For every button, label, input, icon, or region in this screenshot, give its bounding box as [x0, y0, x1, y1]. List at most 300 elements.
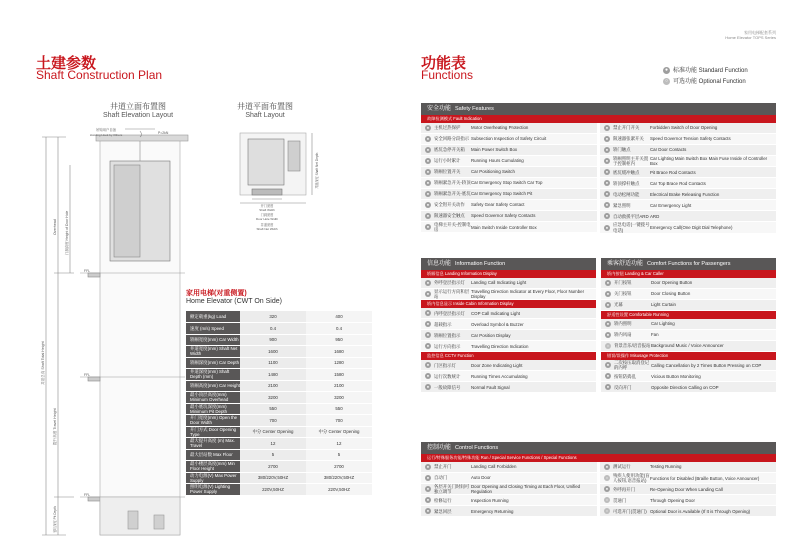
series-line-1: 家用电梯配套系列	[744, 30, 776, 35]
optional-icon: ○	[664, 77, 669, 84]
function-name-en: Landing Call Indicating Light	[471, 280, 527, 286]
spec-row	[186, 484, 372, 496]
spec-key: 最大提升高度 (m) Max. Travel	[186, 438, 240, 450]
function-name-cn: ● 检修运行	[426, 497, 452, 503]
shaft-title-en: Shaft Layout	[245, 112, 285, 119]
spec-row	[186, 357, 372, 369]
function-name-en: Door Opening and Closing Timing at Each Floor, Unified Regulation	[471, 484, 581, 495]
functions-title-cn: 功能表	[421, 55, 467, 72]
standard-icon: ●	[426, 202, 430, 207]
function-name-en: Car Position Display	[471, 332, 511, 338]
function-row	[600, 134, 776, 145]
function-name-en: Car Emergency Stop Switch Car Top	[471, 180, 543, 186]
function-row	[421, 495, 597, 506]
function-row	[601, 319, 776, 330]
spec-key: 开门方式 Door Opening Type	[186, 426, 240, 438]
info-sub-1: 轿厢信息 Landing Information Display	[421, 270, 596, 278]
spec-value-320: 中分 Center Opening	[240, 426, 306, 438]
optional-icon: ○	[605, 508, 609, 514]
plan-shaft-width-label-en: Shaft Net Width	[256, 227, 278, 231]
function-name-en: Safety Gear Safety Contact	[471, 202, 525, 208]
function-name-cn: ● 紧急照明	[605, 202, 631, 208]
function-name-en: Main Power Switch Box	[471, 147, 518, 153]
function-row	[421, 123, 597, 134]
standard-icon: ●	[426, 486, 430, 492]
function-name-cn: ● 反向开门	[606, 384, 632, 390]
spec-row	[186, 311, 372, 323]
function-name-cn: ● 运行小时累计	[426, 158, 461, 164]
control-list-left	[421, 462, 597, 517]
function-row	[600, 200, 776, 211]
standard-icon: ●	[605, 136, 609, 141]
plan-door-width-label-en: Shaft Width	[259, 208, 275, 212]
function-name-cn: ● 运行次数统计	[426, 373, 461, 379]
function-name-cn: ● 外呼再开门	[605, 486, 635, 492]
spec-value-400: 0.4	[306, 323, 372, 335]
spec-value-400: 3200	[306, 392, 372, 404]
function-name-en: Functions for Disabled (Braille Button, Voice Announcer)	[650, 475, 760, 481]
ffl-label-3: FFL	[84, 493, 91, 497]
function-row	[421, 200, 597, 211]
standard-icon: ●	[606, 332, 610, 337]
standard-icon: ●	[426, 125, 430, 130]
function-row	[421, 178, 597, 189]
function-name-en: Travelling Direction Indication	[471, 343, 529, 349]
function-name-en: Running Times Accumulating	[471, 373, 528, 379]
functions-title-en: Functions	[421, 68, 474, 82]
spec-value-320: 320	[240, 311, 306, 323]
comfort-list-2	[601, 319, 776, 352]
load-label: P=2kN	[158, 131, 169, 135]
spec-table	[186, 311, 372, 496]
spec-row	[186, 449, 372, 461]
spec-value-320: 1600	[240, 346, 306, 358]
function-row	[421, 473, 597, 484]
standard-icon: ●	[605, 213, 609, 219]
function-name-cn: ● 轿内风扇	[606, 332, 632, 338]
function-name-cn: ● 轿厢紧急开关-轿顶	[426, 180, 471, 186]
spec-row	[186, 426, 372, 438]
plan-shaft-depth-label: 井道深度 Shaft Net Depth	[315, 152, 319, 189]
spec-key: 最小顶层高度(mm) Minimum Overhead	[186, 392, 240, 404]
function-name-en: Optional Door is Available (If It is Through Opening)	[650, 508, 751, 514]
comfort-sub-3: 错误/误操作 Misusage Protection	[601, 352, 776, 360]
function-row	[600, 145, 776, 156]
function-name-en: Pit Brace Rod Contacts	[650, 169, 696, 175]
spec-row	[186, 392, 372, 404]
spec-row	[186, 334, 372, 346]
function-row	[600, 462, 776, 473]
function-name-cn: ● 门区指示灯	[426, 362, 456, 368]
spec-value-320: 2100	[240, 380, 306, 392]
function-name-cn: ● 轿厢紧急开关-底坑	[426, 191, 471, 197]
function-name-cn: ○ 可选开门(贯通门)	[605, 508, 647, 514]
function-name-en: Re-Opening Door When Landing Call	[650, 486, 723, 492]
function-name-cn: ● 轿厢位置开关	[426, 169, 461, 175]
spec-key: 轿厢深度(mm) Car Depth	[186, 357, 240, 369]
standard-icon: ●	[426, 280, 430, 285]
function-name-cn: ● 自动门	[426, 475, 448, 481]
series-line-2: Home Elevator TOPS Series	[725, 35, 776, 40]
standard-icon: ●	[606, 291, 610, 296]
safety-list-left	[421, 123, 597, 234]
standard-icon: ●	[426, 464, 430, 469]
spec-row	[186, 461, 372, 473]
function-name-en: ARD	[650, 213, 660, 219]
standard-icon: ●	[426, 508, 430, 514]
spec-key: 开门宽度(mm) Open the Door Width	[186, 415, 240, 427]
info-sub-3: 监控信息 CCTV Function	[421, 352, 596, 360]
standard-icon: ●	[426, 321, 430, 327]
function-name-cn: ● 按钮防捣乱	[606, 373, 636, 379]
function-name-cn: ● 外呼登层指示灯	[426, 280, 465, 286]
standard-icon: ●	[605, 224, 609, 230]
function-name-cn: ● 轿内照明	[606, 321, 632, 327]
function-name-cn: ● 二次按压取消登记的内呼	[606, 360, 650, 371]
function-name-cn: ● 各层开关门时间可独立调节	[426, 484, 470, 495]
spec-value-400: 700	[306, 415, 372, 427]
function-name-cn: ● 紧急回层	[426, 508, 452, 514]
standard-icon: ●	[605, 191, 609, 197]
spec-value-400: 950	[306, 334, 372, 346]
safety-header: 安全功能 Safety Features	[421, 103, 776, 115]
function-name-en: Car Top Brace Rod Contacts	[650, 180, 706, 186]
spec-key: 照明电源(V) Lighting Power Supply	[186, 484, 240, 496]
page-title-cn: 土建参数	[36, 55, 97, 72]
function-row	[421, 156, 597, 167]
spec-value-320: 550	[240, 403, 306, 415]
info-list-1	[421, 278, 596, 300]
shaft-plan-drawing	[232, 127, 322, 237]
function-name-en: Emergency Call(One Digit Dial Telephone)	[650, 225, 733, 230]
series-label	[725, 30, 776, 40]
shaft-title-cn: 井道平面布置图	[237, 102, 293, 111]
function-name-cn: ● 开门按钮	[606, 280, 632, 286]
standard-icon: ●	[605, 147, 609, 152]
spec-value-320: 220V,50HZ	[240, 484, 306, 496]
function-row	[601, 382, 776, 393]
spec-value-400: 5	[306, 449, 372, 461]
function-name-cn: ● 轿厢照明主开关置于控制柜内	[605, 156, 649, 167]
spec-key: 最大层站数 Max Floor	[186, 449, 240, 461]
standard-icon: ●	[426, 147, 430, 152]
function-name-en: Main Switch Inside Controller Box	[471, 224, 537, 230]
function-row	[421, 134, 597, 145]
function-name-cn: ● 主机过热保护	[426, 125, 461, 131]
spec-key: 额定载重(kg) Load	[186, 311, 240, 323]
function-row	[600, 167, 776, 178]
function-name-en: Door Opening Button	[651, 280, 693, 286]
standard-icon: ●	[605, 169, 609, 175]
function-name-en: Electrical Brake Releasing Function	[650, 191, 720, 197]
spec-row	[186, 415, 372, 427]
function-name-en: Running Hours Cumulating	[471, 158, 524, 164]
function-name-en: Opposite Direction Calling on COP	[651, 384, 719, 390]
function-row	[601, 360, 776, 371]
function-name-cn: ● 内呼登层指示灯	[426, 310, 465, 316]
standard-icon: ●	[426, 362, 430, 368]
function-name-cn: ● 禁止开门开关	[605, 125, 640, 131]
ffl-label-1: FFL	[84, 269, 91, 273]
spec-key: 最小楼层高度(mm) Min Floor Height	[186, 461, 240, 473]
elevation-title	[78, 101, 198, 119]
function-name-cn: ● 关门按钮	[606, 291, 632, 297]
function-name-en: Fan	[651, 332, 659, 338]
function-name-en: Through Opening Door	[650, 497, 695, 503]
spec-value-320: 3200	[240, 392, 306, 404]
spec-value-320: 900	[240, 334, 306, 346]
spec-row	[186, 380, 372, 392]
standard-icon: ●	[664, 66, 669, 73]
safety-subheader: 故障检测模式 Fault Indication	[421, 115, 776, 123]
function-name-cn: ○ 背景音乐/语音报站	[606, 343, 651, 349]
function-name-en: Speed Governor Safety Contacts	[471, 213, 536, 219]
legend-optional: ○ 可选功能 Optional Function	[664, 77, 746, 85]
function-row	[600, 156, 776, 167]
function-row	[600, 189, 776, 200]
standard-icon: ●	[426, 224, 430, 230]
function-name-cn: ● 运行方向指示	[426, 343, 461, 349]
standard-icon: ●	[605, 202, 609, 208]
standard-icon: ●	[606, 321, 610, 326]
function-row	[421, 222, 597, 233]
comfort-sub-1: 轿内按钮 Landing & Car Caller	[601, 270, 776, 278]
optional-icon: ○	[606, 343, 610, 348]
function-name-cn: ● 轿门触点	[605, 147, 631, 153]
hook-label-en: Hoisting Hook by Others	[89, 133, 123, 137]
right-page	[399, 0, 798, 554]
spec-value-320: 1480	[240, 369, 306, 381]
function-row	[600, 211, 776, 222]
spec-key: 井道宽度(mm) Shaft Net Width	[186, 346, 240, 358]
info-list-2	[421, 308, 596, 352]
function-name-en: Motor Overheating Protection	[471, 125, 529, 131]
standard-icon: ●	[426, 169, 430, 174]
function-name-cn: ● 底坑急停开关箱	[426, 147, 465, 153]
function-row	[600, 222, 776, 233]
function-row	[601, 278, 776, 289]
function-name-cn: ● 一般故障信号	[426, 384, 461, 390]
function-row	[421, 360, 596, 371]
spec-section	[186, 288, 386, 496]
function-row	[601, 341, 776, 352]
function-name-en: Calling Cancellation by 2 Times Button Pressing on COP	[651, 362, 762, 368]
function-row	[421, 278, 596, 289]
elevation-title-cn: 井道立面布置图	[110, 102, 166, 111]
plan-hole-width-label-en: Door Hole Width	[255, 217, 279, 221]
spec-value-320: 5	[240, 449, 306, 461]
spec-title-cn: 家用电梯(对重侧置)	[186, 290, 247, 297]
info-section	[421, 258, 596, 393]
standard-icon: ●	[426, 191, 430, 196]
spec-key: 井道深度(mm) Shaft Depth (mm)	[186, 369, 240, 381]
travel-height-label: 提升高度 Travel Height	[53, 408, 57, 445]
function-row	[600, 473, 776, 484]
function-row	[421, 211, 597, 222]
spec-key: 动力电源(V) Max Power Supply	[186, 472, 240, 484]
function-name-cn: ● 限速器张紧开关	[605, 136, 644, 142]
spec-value-400: 2700	[306, 461, 372, 473]
info-list-3	[421, 360, 596, 393]
comfort-list-3	[601, 360, 776, 393]
function-name-cn: ● 测试运行	[605, 464, 631, 470]
spec-value-400: 550	[306, 403, 372, 415]
spec-row	[186, 403, 372, 415]
function-name-cn: ● 轿厢位置指示	[426, 332, 461, 338]
info-sub-2: 轿内信息显示 Inside Cabin Information Display	[421, 300, 596, 308]
spec-row	[186, 472, 372, 484]
function-name-en: Car Emergency Light	[650, 202, 692, 208]
function-row	[421, 167, 597, 178]
function-name-en: Vicious Button Monitoring	[651, 373, 701, 379]
spec-value-400: 12	[306, 438, 372, 450]
function-name-cn: ● 安全回路分段指示	[426, 136, 470, 142]
function-name-en: Testing Running	[650, 464, 682, 470]
function-name-en: Door Zone Indicating Light	[471, 362, 523, 368]
function-name-cn: ● 底坑缓冲触点	[605, 169, 640, 175]
function-name-en: Normal Fault Signal	[471, 384, 510, 390]
spec-row	[186, 369, 372, 381]
spec-value-400: 1280	[306, 357, 372, 369]
spec-value-400: 2100	[306, 380, 372, 392]
spec-value-320: 12	[240, 438, 306, 450]
function-row	[421, 484, 597, 495]
standard-icon: ●	[426, 180, 430, 185]
function-name-en: Auto Door	[471, 475, 491, 481]
function-row	[421, 462, 597, 473]
function-row	[421, 506, 597, 517]
spec-row	[186, 346, 372, 358]
spec-value-400: 400	[306, 311, 372, 323]
safety-section	[421, 103, 776, 234]
function-name-cn: ● 电动松闸功能	[605, 191, 640, 197]
spec-value-320: 1100	[240, 357, 306, 369]
standard-icon: ●	[606, 362, 610, 368]
spec-value-400: 220V,50HZ	[306, 484, 372, 496]
comfort-sub-2: 舒适性设置 Comfortable Running	[601, 311, 776, 319]
function-name-cn: ● 显示运行方向和层站	[426, 289, 470, 300]
standard-icon: ●	[606, 280, 610, 285]
spec-value-400: 1680	[306, 346, 372, 358]
comfort-list-1	[601, 278, 776, 311]
control-section	[421, 442, 776, 517]
function-name-en: Subsection Inspection of Safety Circuit	[471, 136, 547, 142]
function-name-cn: ● 自动救援平层ARD	[605, 213, 649, 219]
spec-row	[186, 323, 372, 335]
standard-icon: ●	[426, 332, 430, 338]
standard-icon: ●	[426, 136, 430, 141]
shaft-elevation-drawing	[30, 125, 190, 545]
function-name-cn: ● 安全钳开关动作	[426, 202, 465, 208]
function-row	[421, 330, 596, 341]
safety-list-right	[600, 123, 776, 234]
function-name-en: Inspection Running	[471, 497, 509, 503]
page-title-en: Shaft Construction Plan	[36, 68, 163, 82]
standard-icon: ●	[605, 125, 609, 130]
plan-hole-width-label: 门洞宽度	[260, 213, 274, 217]
standard-icon: ●	[426, 158, 430, 163]
standard-icon: ●	[426, 475, 430, 480]
function-name-en: Car Lighting	[651, 321, 675, 327]
spec-value-400: 中分 Center Opening	[306, 426, 372, 438]
spec-value-320: 380/220V,50HZ	[240, 472, 306, 484]
function-row	[600, 123, 776, 134]
function-name-en: COP Call Indicating Light	[471, 310, 520, 316]
spec-key: 轿厢宽度(mm) Car Width	[186, 334, 240, 346]
function-name-en: Door Closing Button	[651, 291, 691, 297]
function-name-en: Speed Governor Tension Safety Contacts	[650, 136, 731, 142]
shaft-layout-title	[220, 101, 310, 119]
function-name-en: Car Lighting Main Switch Box Main Fuse Inside of Controller Box	[650, 156, 768, 167]
standard-icon: ●	[426, 343, 430, 349]
standard-icon: ●	[426, 310, 430, 316]
standard-icon: ●	[606, 302, 610, 307]
function-name-en: Background Music / Voice Announcer	[651, 343, 724, 349]
standard-icon: ●	[605, 158, 609, 164]
function-row	[421, 371, 596, 382]
function-name-cn: ● 应急电话(一键拨号电话)	[605, 222, 650, 233]
function-row	[601, 371, 776, 382]
function-name-cn: ○ 贯通门	[605, 497, 627, 503]
standard-icon: ●	[426, 497, 430, 503]
function-row	[421, 341, 596, 352]
function-name-en: Landing Call Forbidden	[471, 464, 517, 470]
function-row	[600, 178, 776, 189]
function-row	[600, 495, 776, 506]
standard-icon: ●	[426, 213, 430, 218]
standard-icon: ●	[605, 464, 609, 469]
spec-value-320: 700	[240, 415, 306, 427]
overhead-label: Overhead	[53, 219, 57, 235]
legend-standard: ● 标准功能 Standard Function	[664, 66, 748, 74]
spec-key: 轿厢高度(mm) Car Height	[186, 380, 240, 392]
function-row	[601, 300, 776, 311]
function-name-en: Forbidden Switch of Door Opening	[650, 125, 718, 131]
elevation-title-en: Shaft Elevation Layout	[102, 112, 174, 119]
function-row	[421, 289, 596, 300]
ffl-label-2: FFL	[84, 373, 91, 377]
function-name-en: Car Emergency Stop Switch Pit	[471, 191, 533, 197]
standard-icon: ●	[606, 373, 610, 379]
function-row	[600, 484, 776, 495]
comfort-header: 乘客舒适功能 Comfort Functions for Passengers	[601, 258, 776, 270]
spec-title-en: Home Elevator (CWT On Side)	[186, 298, 282, 305]
function-name-cn: ● 光幕	[606, 302, 623, 308]
function-name-en: Light Curtain	[651, 302, 676, 308]
function-row	[600, 506, 776, 517]
function-name-cn: ● 电梯主开关-控制电房	[426, 222, 471, 233]
function-row	[421, 319, 596, 330]
shaft-total-height-label: 井道总高 Shaft Total Height	[41, 341, 45, 385]
comfort-section	[601, 258, 776, 393]
control-subheader: 运行/特殊服务功能/特殊功能 Run / Special Service Functions / Special Functions	[421, 454, 776, 462]
function-row	[601, 330, 776, 341]
spec-value-400: 1580	[306, 369, 372, 381]
optional-icon: ○	[605, 475, 609, 481]
spec-key: 最小底坑深度(mm) Minimum Pit Depth	[186, 403, 240, 415]
door-height-label: 门洞高度 Height of Door Hole	[65, 210, 69, 255]
control-list-right	[600, 462, 776, 517]
function-name-cn: ● 限速器安全触点	[426, 213, 465, 219]
legend	[663, 66, 748, 88]
plan-door-width-label: 开门宽度	[260, 204, 274, 208]
spec-value-320: 0.4	[240, 323, 306, 335]
standard-icon: ●	[426, 373, 430, 379]
info-header: 信息功能 Information Function	[421, 258, 596, 270]
function-name-cn: ○ 残疾人使用功能(盲人按钮,语音报站)	[605, 473, 650, 484]
optional-icon: ○	[605, 497, 609, 503]
spec-value-320: 2700	[240, 461, 306, 473]
